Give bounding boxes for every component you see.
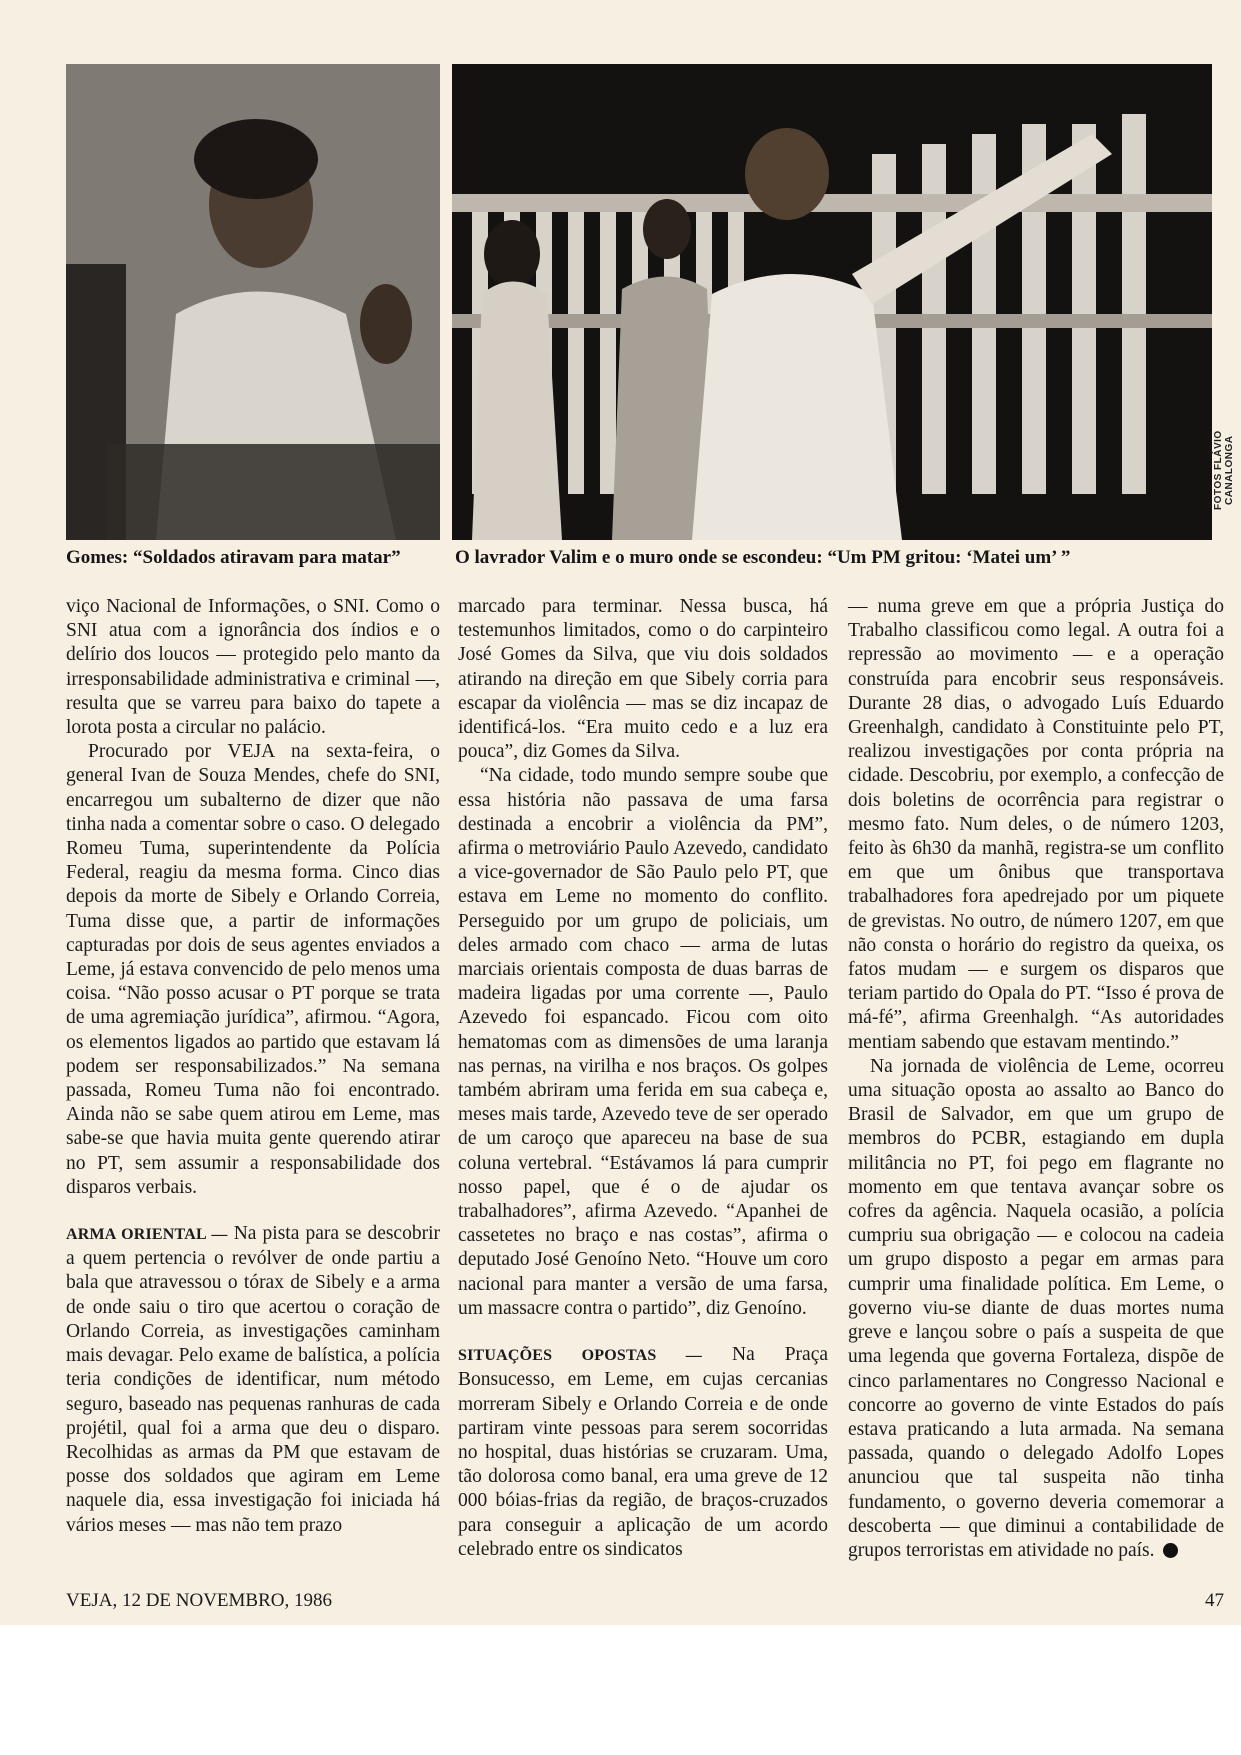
article-column-3 — [848, 595, 1224, 1563]
page-number: 47 — [1205, 1590, 1224, 1611]
photo-credit: FOTOS FLÁVIO CANALONGA — [1213, 430, 1235, 510]
paragraph-text: Na pista para se descobrir a quem pertencia o revólver de onde partiu a bala que atravessou o tórax de Sibely e a arma de onde saiu o tiro que acertou o coração de Orlando Correia, as investigações caminham mais devagar. Pelo exame de balística, a polícia teria condições de identificar, num método seguro, baseado nas pequenas ranhuras de cada projétil, qual foi a arma que deu o disparo. Recolhidas as armas da PM que estavam de posse dos soldados que agiram em Leme naquele dia, essa investigação foi iniciada há vários meses — mas não tem prazo — [66, 1223, 440, 1536]
end-mark-icon — [1163, 1543, 1178, 1558]
footer-issue-date: VEJA, 12 DE NOVEMBRO, 1986 — [66, 1590, 332, 1611]
paragraph: — numa greve em que a própria Justiça do Trabalho classificou como legal. A outra foi a repressão ao movimento — e a operação construída para encobrir seus responsáveis. Durante 28 dias, o advogado Luís Eduardo Greenhalgh, candidato à Constituinte pelo PT, realizou investigações por conta própria na cidade. Descobriu, por exemplo, a confecção de dois boletins de ocorrência para registrar o mesmo fato. Num deles, o de número 1203, feito às 6h30 da manhã, registra-se um conflito em que um ônibus que transportava trabalhadores fora apedrejado por um piquete de grevistas. No outro, de número 1207, em que não consta o horário do registro da queixa, os fatos mudam — e surgem os disparos que teriam partido do Opala do PT. “Isso é prova de má-fé”, afirma Greenhalgh. “As autoridades mentiam sabendo que estavam mentindo.” — [848, 596, 1224, 1053]
article-column-2 — [458, 595, 828, 1562]
article-column-1 — [66, 595, 440, 1538]
paragraph: viço Nacional de Informações, o SNI. Como o SNI atua com a ignorância dos índios e o delírio dos loucos — protegido pelo manto da irresponsabilidade administrativa e criminal —, resulta que se varreu para baixo do tapete a lorota posta a circular no palácio. — [66, 596, 440, 739]
paragraph: Procurado por VEJA na sexta-feira, o general Ivan de Souza Mendes, chefe do SNI, encarregou um subalterno de dizer que não tinha nada a comentar sobre o caso. O delegado Romeu Tuma, superintendente da Polícia Federal, reagiu da mesma forma. Cinco dias depois da morte de Sibely e Orlando Correia, Tuma disse que, a partir de informações capturadas por dois de seus agentes enviados a Leme, já estava convencido de pelo menos uma coisa. “Não posso acusar o PT porque se trata de uma agremiação jurídica”, afirmou. “Agora, os elementos ligados ao partido que estavam lá podem ser responsabilizados.” Na semana passada, Romeu Tuma não foi encontrado. Ainda não se sabe quem atirou em Leme, mas sabe-se que havia muita gente querendo atirar no PT, sem assumir a responsabilidade dos disparos verbais. — [66, 741, 440, 1198]
paragraph-text: Na Praça Bonsucesso, em Leme, em cujas cercanias morreram Sibely e Orlando Correia e de onde partiram vinte pessoas para serem socorridas no hospital, duas histórias se cruzaram. Uma, tão dolorosa como banal, era uma greve de 12 000 bóias-frias da região, de braços-cruzados para conseguir a aplicação de um acordo celebrado entre os sindicatos — [458, 1344, 829, 1560]
photo-gomes — [66, 64, 440, 540]
paragraph — [848, 1055, 1224, 1563]
subhead-arma-oriental: ARMA ORIENTAL — — [66, 1226, 228, 1244]
paragraph-text: Na jornada de violência de Leme, ocorreu uma situação oposta ao assalto ao Banco do Brasil de Salvador, em que um grupo de membros do PCBR, estagiando em dupla militância no PT, foi pego em flagrante no momento em que tentava avançar sobre os cofres da agência. Naquela ocasião, a polícia cumpriu sua obrigação — e colocou na cadeia um grupo disposto a pegar em armas para cumprir uma finalidade política. Em Leme, o governo viu-se diante de duas mortes numa greve e lançou sobre o país a suspeita de que uma legenda que governa Fortaleza, dispõe de cinco parlamentares no Congresso Nacional e concorre ao governo de vinte Estados do país estava praticando a luta armada. Na semana passada, quando o delegado Adolfo Lopes anunciou que tal suspeita não tinha fundamento, o governo deveria comemorar a descoberta — que diminui a contabilidade de grupos terroristas em atividade no país. — [848, 1055, 1224, 1561]
photo-valim — [452, 64, 1212, 540]
paragraph-with-subhead — [66, 1222, 440, 1538]
subhead-situacoes-opostas: SITUAÇÕES OPOSTAS — — [458, 1347, 702, 1365]
paragraph: marcado para terminar. Nessa busca, há testemunhos limitados, como o do carpinteiro José Gomes da Silva, que viu dois soldados atirando na direção em que Sibely corria para escapar da violência — mas se diz incapaz de identificá-los. “Era muito cedo e a luz era pouca”, diz Gomes da Silva. — [458, 596, 828, 763]
caption-gomes: Gomes: “Soldados atiravam para matar” — [66, 547, 401, 568]
caption-valim: O lavrador Valim e o muro onde se escondeu: “Um PM gritou: ‘Matei um’ ” — [455, 547, 1071, 568]
valim-illustration — [452, 64, 1212, 540]
gomes-illustration — [66, 64, 440, 540]
paragraph: “Na cidade, todo mundo sempre soube que essa história não passava de uma farsa destinada a encobrir a violência da PM”, afirma o metroviário Paulo Azevedo, candidato a vice-governador de São Paulo pelo PT, que estava em Leme no momento do conflito. Perseguido por um grupo de policiais, um deles armado com chaco — arma de lutas marciais orientais composta de duas barras de madeira ligadas por uma corrente —, Paulo Azevedo foi espancado. Ficou com oito hematomas com as dimensões de uma laranja nas pernas, na virilha e nos braços. Os golpes também abriram uma ferida em sua cabeça e, meses mais tarde, Azevedo teve de ser operado de um caroço que apareceu na base de sua coluna vertebral. “Estávamos lá para cumprir nosso papel, que é o de ajudar os trabalhadores”, afirma Azevedo. “Apanhei de cassetetes no braço e nas costas”, afirma o deputado José Genoíno Neto. “Houve um coro nacional para manter a versão de uma farsa, um massacre contra o partido”, diz Genoíno. — [458, 765, 828, 1319]
paragraph-with-subhead — [458, 1343, 828, 1562]
